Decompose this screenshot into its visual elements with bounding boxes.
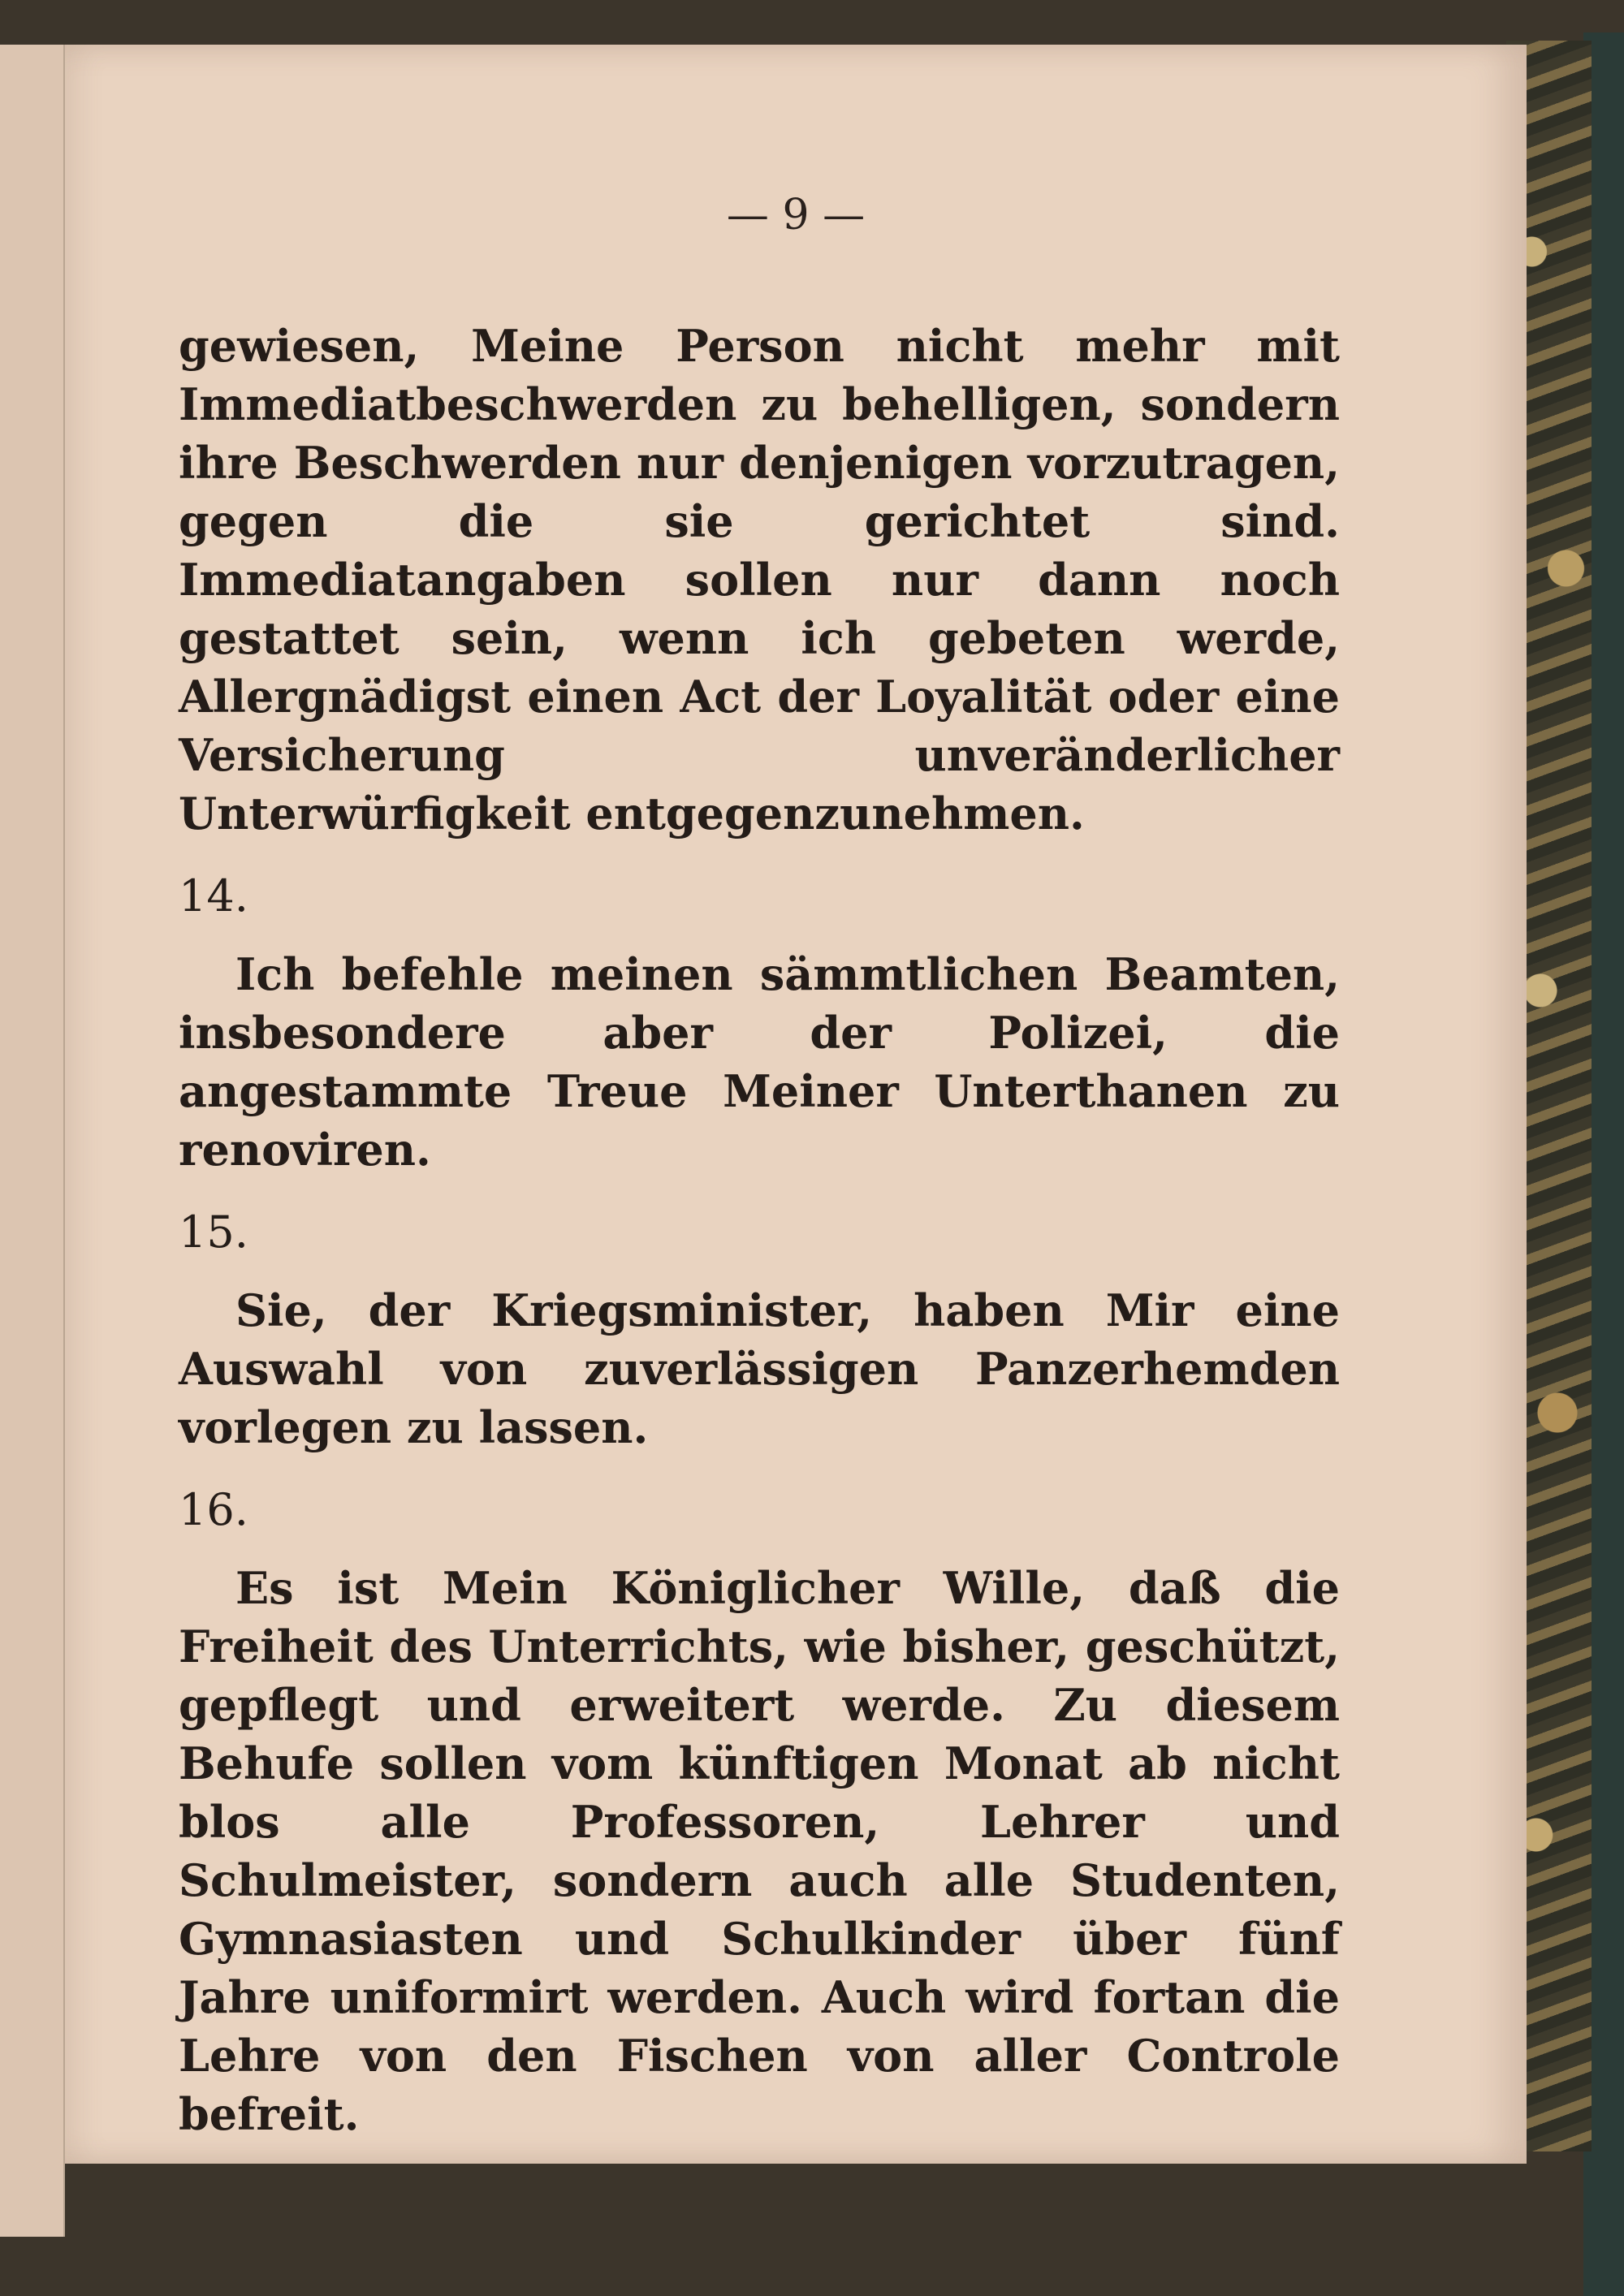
page-number: — 9 — xyxy=(726,191,866,240)
section-text-15: Sie, der Kriegsminister, haben Mir eine Auswahl von zuverlässigen Panzerhemden vorlegen zu lassen. xyxy=(179,1284,1340,1453)
facing-page-edge xyxy=(0,45,65,2237)
section-number-14: 14. xyxy=(179,870,248,921)
section-number-16: 16. xyxy=(179,1484,248,1535)
section-text-14: Ich befehle meinen sämmtlichen Beamten, insbesondere aber der Polizei, die angestammte Treue Meiner Unterthanen zu renoviren. xyxy=(179,948,1340,1176)
book-page xyxy=(65,45,1527,2164)
section-number-15: 15. xyxy=(179,1206,248,1258)
section-text-16: Es ist Mein Königlicher Wille, daß die Freiheit des Unterrichts, wie bisher, geschützt, gepflegt und erweitert werde. Zu diesem Behufe sollen vom künftigen Monat ab nicht blos alle Professoren, Lehrer und Schulmeister, sondern auch alle Studenten, Gymnasiasten und Schulkinder über fünf Jahre uniformirt werden. Auch wird fortan die Lehre von den Fischen von aller Controle befreit. xyxy=(179,1562,1340,2140)
section-13-continuation: gewiesen, Meine Person nicht mehr mit Immediatbeschwerden zu behelligen, sondern ihre Beschwerden nur denjenigen vorzutragen, gegen die sie gerichtet sind. Immediatangaben sollen nur dann noch gestattet sein, wenn ich gebeten werde, Allergnädigst einen Act der Loyalität oder eine Versicherung unveränderlicher Unterwürfigkeit entgegenzunehmen. xyxy=(179,320,1340,839)
page-body xyxy=(179,317,1340,2143)
